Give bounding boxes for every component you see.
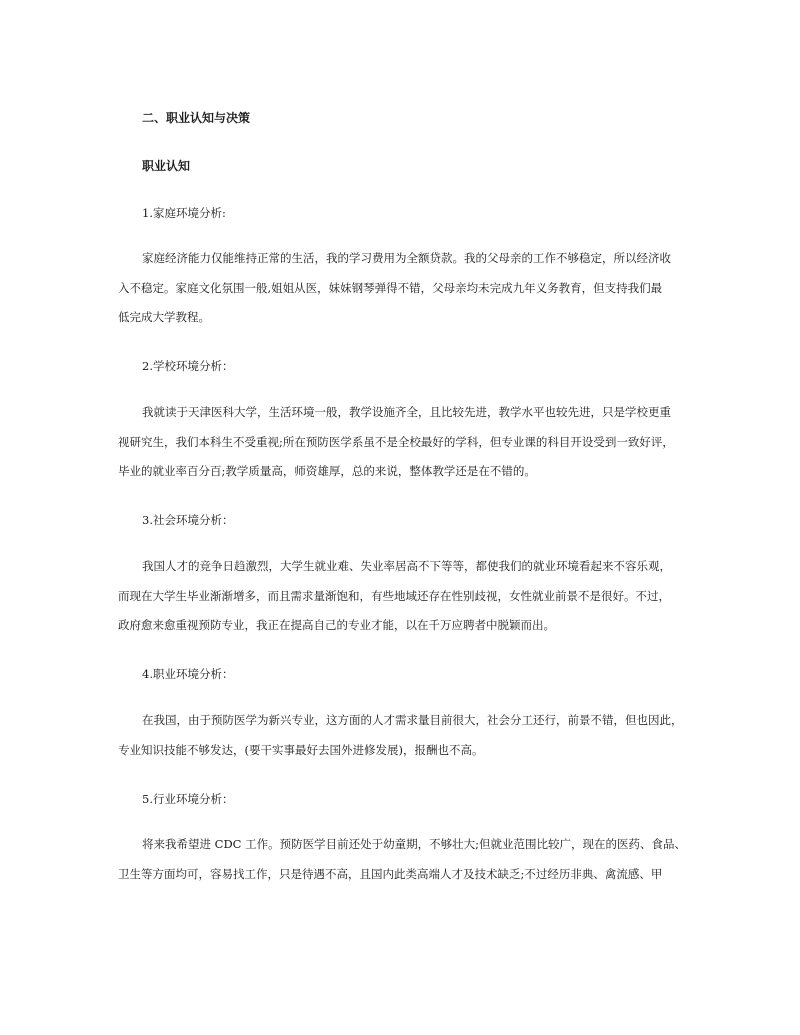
paragraph-line: 在我国，由于预防医学为新兴专业，这方面的人才需求量目前很大，社会分工还行，前景不错，但也因此， [142,713,683,727]
paragraph-line: 卫生等方面均可，容易找工作，只是待遇不高，且国内此类高端人才及技术缺乏;不过经历非典、禽流感、甲 [118,866,663,881]
item-heading-career: 4.职业环境分析： [142,667,234,681]
paragraph-line: 政府愈来愈重视预防专业，我正在提高自己的专业才能，以在千万应聘者中脱颖而出。 [118,618,555,632]
paragraph-line: 入不稳定。家庭文化氛围一般,姐姐从医，妹妹钢琴弹得不错，父母亲均未完成九年义务教育，但支持我们最 [118,280,663,295]
item-heading-family: 1.家庭环境分析: [142,206,226,220]
item-paragraph-industry [118,830,688,889]
item-paragraph-family [118,244,688,333]
paragraph-line: 我就读于天津医科大学，生活环境一般，教学设施齐全，且比较先进，教学水平也较先进，只是学校更重 [142,405,671,419]
item-heading-society: 3.社会环境分析： [142,513,234,527]
item-paragraph-society [118,552,688,641]
paragraph-line: 而现在大学生毕业渐渐增多，而且需求量渐饱和，有些地域还存在性别歧视，女性就业前景不是很好。不过， [118,588,670,603]
section-title: 二、职业认知与决策 [142,111,251,125]
subsection-title: 职业认知 [142,159,191,173]
paragraph-line: 视研究生，我们本科生不受重视;所在预防医学系虽不是全校最好的学科，但专业课的科目开设受到一致好评， [118,434,674,449]
paragraph-line: 毕业的就业率百分百;教学质量高，师资雄厚，总的来说，整体教学还是在不错的。 [118,464,536,478]
paragraph-line: 家庭经济能力仅能维持正常的生活，我的学习费用为全额贷款。我的父母亲的工作不够稳定，所以经济收 [142,251,671,265]
item-heading-school: 2.学校环境分析： [142,359,234,373]
paragraph-line: 低完成大学教程。 [118,310,210,324]
item-heading-industry: 5.行业环境分析： [142,792,234,806]
paragraph-line: 专业知识技能不够发达，(要干实事最好去国外进修发展)，报酬也不高。 [118,742,484,757]
paragraph-line: 我国人才的竞争日趋激烈，大学生就业难、失业率居高不下等等，都使我们的就业环境看起来不容乐观， [142,559,671,573]
paragraph-line: 将来我希望进 CDC 工作。预防医学目前还处于幼童期，不够壮大;但就业范围比较广，现在的医药、食品、 [142,837,686,851]
item-paragraph-career [118,706,688,765]
item-paragraph-school [118,398,688,487]
